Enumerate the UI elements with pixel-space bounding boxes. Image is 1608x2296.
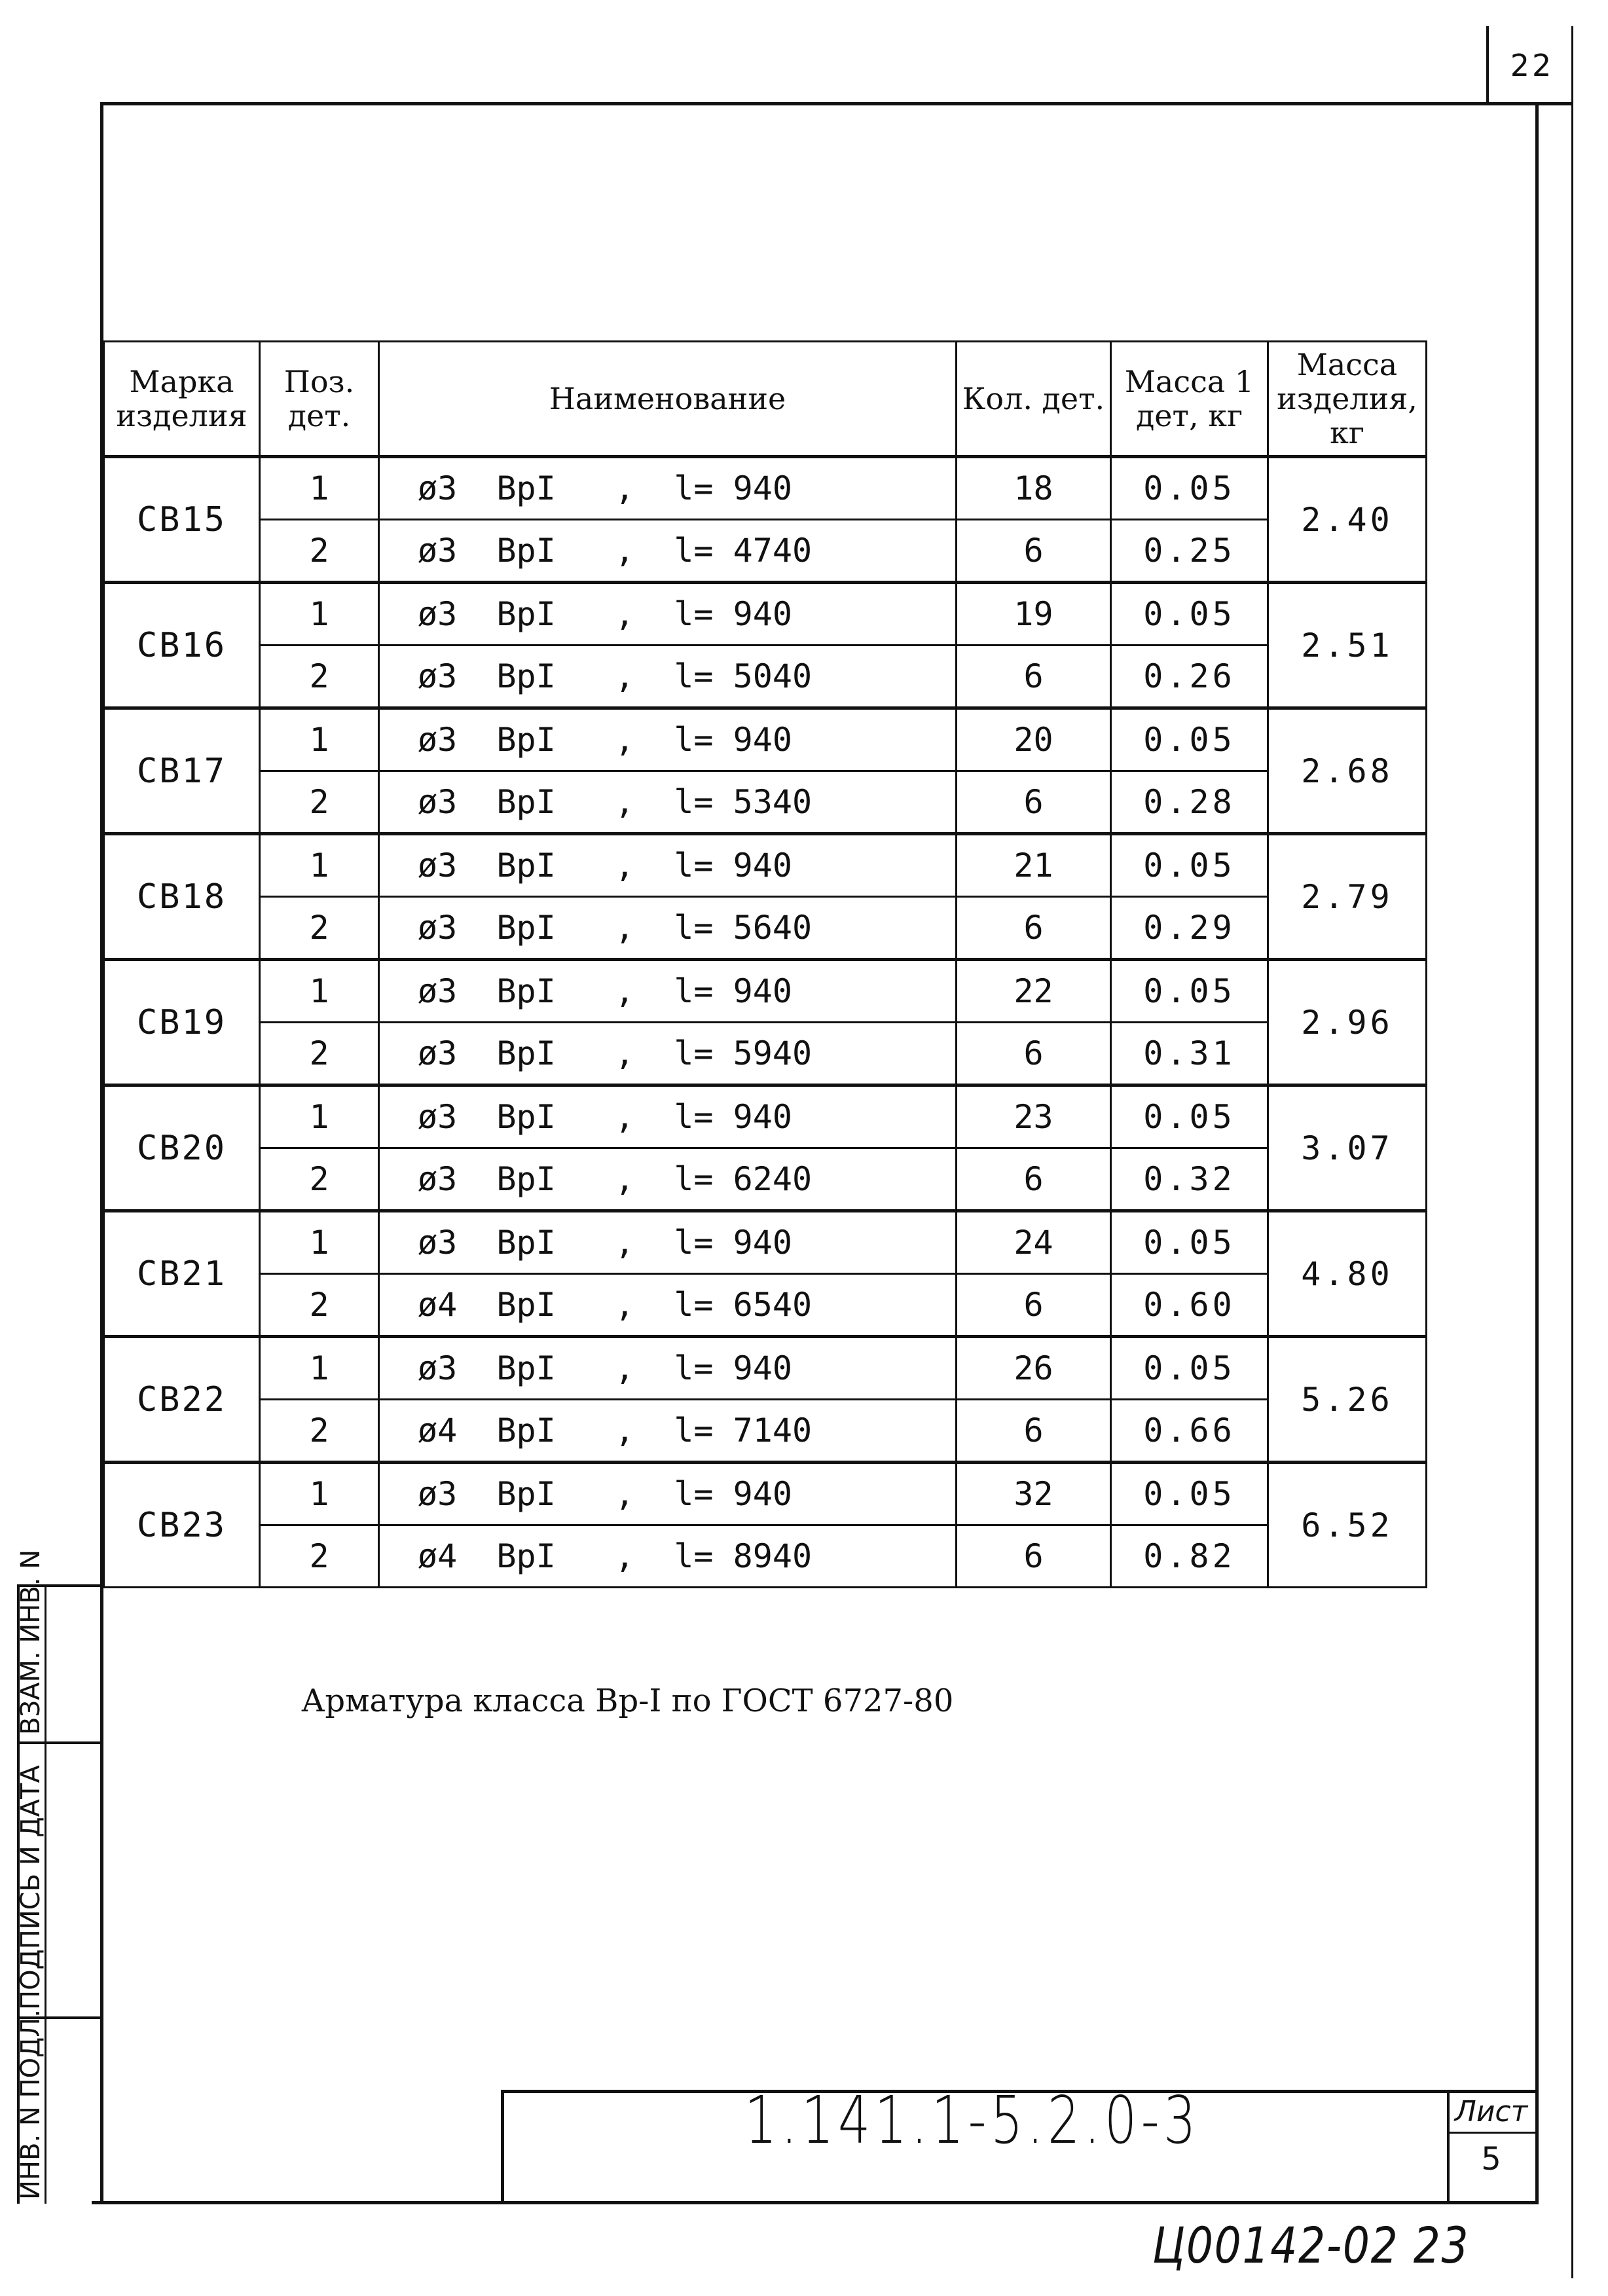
cell-mass-part: 0.05 [1111,708,1268,771]
cell-qty: 6 [957,646,1111,708]
cell-mark: CB20 [104,1085,260,1211]
specification-table [103,340,1427,1588]
cell-mark: CB19 [104,960,260,1085]
cell-qty: 20 [957,708,1111,771]
table-row [104,583,1427,646]
reinforcement-note: Арматура класса Вр-I по ГОСТ 6727-80 [301,1683,954,1719]
cell-name: ø3 BpI , l= 6240 [379,1148,957,1211]
cell-mass-part: 0.05 [1111,1211,1268,1274]
cell-mass-item: 4.80 [1268,1211,1427,1337]
cell-name: ø3 BpI , l= 940 [379,960,957,1023]
top-page-number: 22 [1510,48,1554,83]
sheet-number: 5 [1481,2141,1501,2178]
cell-qty: 19 [957,583,1111,646]
top-num-box-left [1486,26,1489,103]
cell-mass-item: 2.96 [1268,960,1427,1085]
cell-mass-part: 0.05 [1111,960,1268,1023]
sheet-label: Лист [1454,2095,1528,2128]
cell-mass-item: 6.52 [1268,1463,1427,1588]
cell-qty: 6 [957,520,1111,583]
table-row [104,1023,1427,1085]
cell-mark: CB23 [104,1463,260,1588]
cell-mark: CB21 [104,1211,260,1337]
cell-pos: 2 [260,1525,379,1588]
cell-pos: 2 [260,1023,379,1085]
header-mass-part: Масса 1 дет, кг [1111,342,1268,457]
table-row [104,1148,1427,1211]
cell-mass-part: 0.05 [1111,1337,1268,1400]
header-qty: Кол. дет. [957,342,1111,457]
table-row [104,1211,1427,1274]
table-row [104,1337,1427,1400]
cell-qty: 6 [957,1148,1111,1211]
cell-pos: 2 [260,771,379,834]
cell-name: ø4 BpI , l= 8940 [379,1525,957,1588]
cell-mass-part: 0.05 [1111,1463,1268,1525]
cell-mass-item: 5.26 [1268,1337,1427,1463]
cell-mass-part: 0.05 [1111,834,1268,897]
cell-pos: 2 [260,897,379,960]
stamp-vzam-inv: ВЗАМ. ИНВ. N [16,1549,46,1735]
stamp-signature-date: ПОДПИСЬ И ДАТА [16,1765,46,2010]
table-row [104,1525,1427,1588]
header-mass-item: Масса изделия, кг [1268,342,1427,457]
cell-qty: 22 [957,960,1111,1023]
outer-right-edge [1571,26,1573,2278]
table-row [104,708,1427,771]
cell-mass-part: 0.05 [1111,457,1268,520]
cell-mass-part: 0.66 [1111,1400,1268,1463]
cell-mass-part: 0.60 [1111,1274,1268,1337]
cell-name: ø3 BpI , l= 5940 [379,1023,957,1085]
cell-name: ø3 BpI , l= 940 [379,1463,957,1525]
cell-mass-part: 0.26 [1111,646,1268,708]
cell-qty: 6 [957,1023,1111,1085]
frame-bottom-line [92,2201,1539,2204]
stamp-strip-divider-1 [17,1741,102,1744]
cell-pos: 1 [260,1085,379,1148]
cell-name: ø3 BpI , l= 5340 [379,771,957,834]
cell-pos: 2 [260,1400,379,1463]
table-body [104,457,1427,1588]
cell-mass-part: 0.05 [1111,1085,1268,1148]
cell-name: ø3 BpI , l= 940 [379,583,957,646]
archive-code: Ц00142-02 23 [1152,2216,1470,2274]
table-row [104,520,1427,583]
cell-pos: 1 [260,1211,379,1274]
cell-pos: 2 [260,1274,379,1337]
cell-name: ø3 BpI , l= 4740 [379,520,957,583]
cell-name: ø4 BpI , l= 7140 [379,1400,957,1463]
header-name: Наименование [379,342,957,457]
title-block-left [501,2090,504,2204]
cell-name: ø4 BpI , l= 6540 [379,1274,957,1337]
cell-mass-item: 2.79 [1268,834,1427,960]
cell-pos: 2 [260,646,379,708]
cell-mark: CB18 [104,834,260,960]
cell-qty: 23 [957,1085,1111,1148]
cell-name: ø3 BpI , l= 5640 [379,897,957,960]
cell-mark: CB16 [104,583,260,708]
table-row [104,646,1427,708]
cell-qty: 6 [957,771,1111,834]
cell-pos: 1 [260,583,379,646]
cell-mark: CB15 [104,457,260,583]
cell-qty: 24 [957,1211,1111,1274]
cell-qty: 21 [957,834,1111,897]
cell-name: ø3 BpI , l= 940 [379,708,957,771]
table-header-row [104,342,1427,457]
cell-name: ø3 BpI , l= 940 [379,1085,957,1148]
cell-pos: 1 [260,708,379,771]
cell-mass-part: 0.28 [1111,771,1268,834]
cell-pos: 1 [260,834,379,897]
cell-mass-part: 0.31 [1111,1023,1268,1085]
title-block-sheet-hline [1447,2132,1539,2134]
cell-name: ø3 BpI , l= 940 [379,457,957,520]
cell-qty: 18 [957,457,1111,520]
cell-qty: 6 [957,1525,1111,1588]
cell-qty: 32 [957,1463,1111,1525]
cell-pos: 1 [260,1337,379,1400]
cell-qty: 6 [957,897,1111,960]
cell-name: ø3 BpI , l= 940 [379,1337,957,1400]
cell-mass-part: 0.29 [1111,897,1268,960]
cell-pos: 2 [260,520,379,583]
table-row [104,960,1427,1023]
document-code: 1.141.1-5.2.0-3 [744,2082,1200,2159]
header-mark: Марка изделия [104,342,260,457]
frame-right-line [1535,102,1539,2204]
cell-mark: CB22 [104,1337,260,1463]
cell-mass-part: 0.25 [1111,520,1268,583]
cell-pos: 2 [260,1148,379,1211]
cell-mass-part: 0.82 [1111,1525,1268,1588]
cell-mass-item: 3.07 [1268,1085,1427,1211]
table-row [104,771,1427,834]
cell-mass-part: 0.32 [1111,1148,1268,1211]
table-row [104,1085,1427,1148]
header-pos: Поз. дет. [260,342,379,457]
cell-pos: 1 [260,960,379,1023]
table-row [104,834,1427,897]
table-row [104,1400,1427,1463]
cell-mass-item: 2.40 [1268,457,1427,583]
cell-qty: 6 [957,1400,1111,1463]
table-row [104,897,1427,960]
title-block-sheet-divider [1447,2090,1450,2204]
cell-mass-part: 0.05 [1111,583,1268,646]
table-row [104,1274,1427,1337]
cell-qty: 26 [957,1337,1111,1400]
table-row [104,457,1427,520]
cell-name: ø3 BpI , l= 5040 [379,646,957,708]
frame-top-line [100,102,1573,105]
table-row [104,1463,1427,1525]
stamp-inv-orig: ИНВ. N ПОДЛ. [16,2009,46,2200]
cell-mass-item: 2.68 [1268,708,1427,834]
cell-name: ø3 BpI , l= 940 [379,1211,957,1274]
cell-mark: CB17 [104,708,260,834]
cell-pos: 1 [260,1463,379,1525]
cell-qty: 6 [957,1274,1111,1337]
cell-name: ø3 BpI , l= 940 [379,834,957,897]
cell-mass-item: 2.51 [1268,583,1427,708]
cell-pos: 1 [260,457,379,520]
